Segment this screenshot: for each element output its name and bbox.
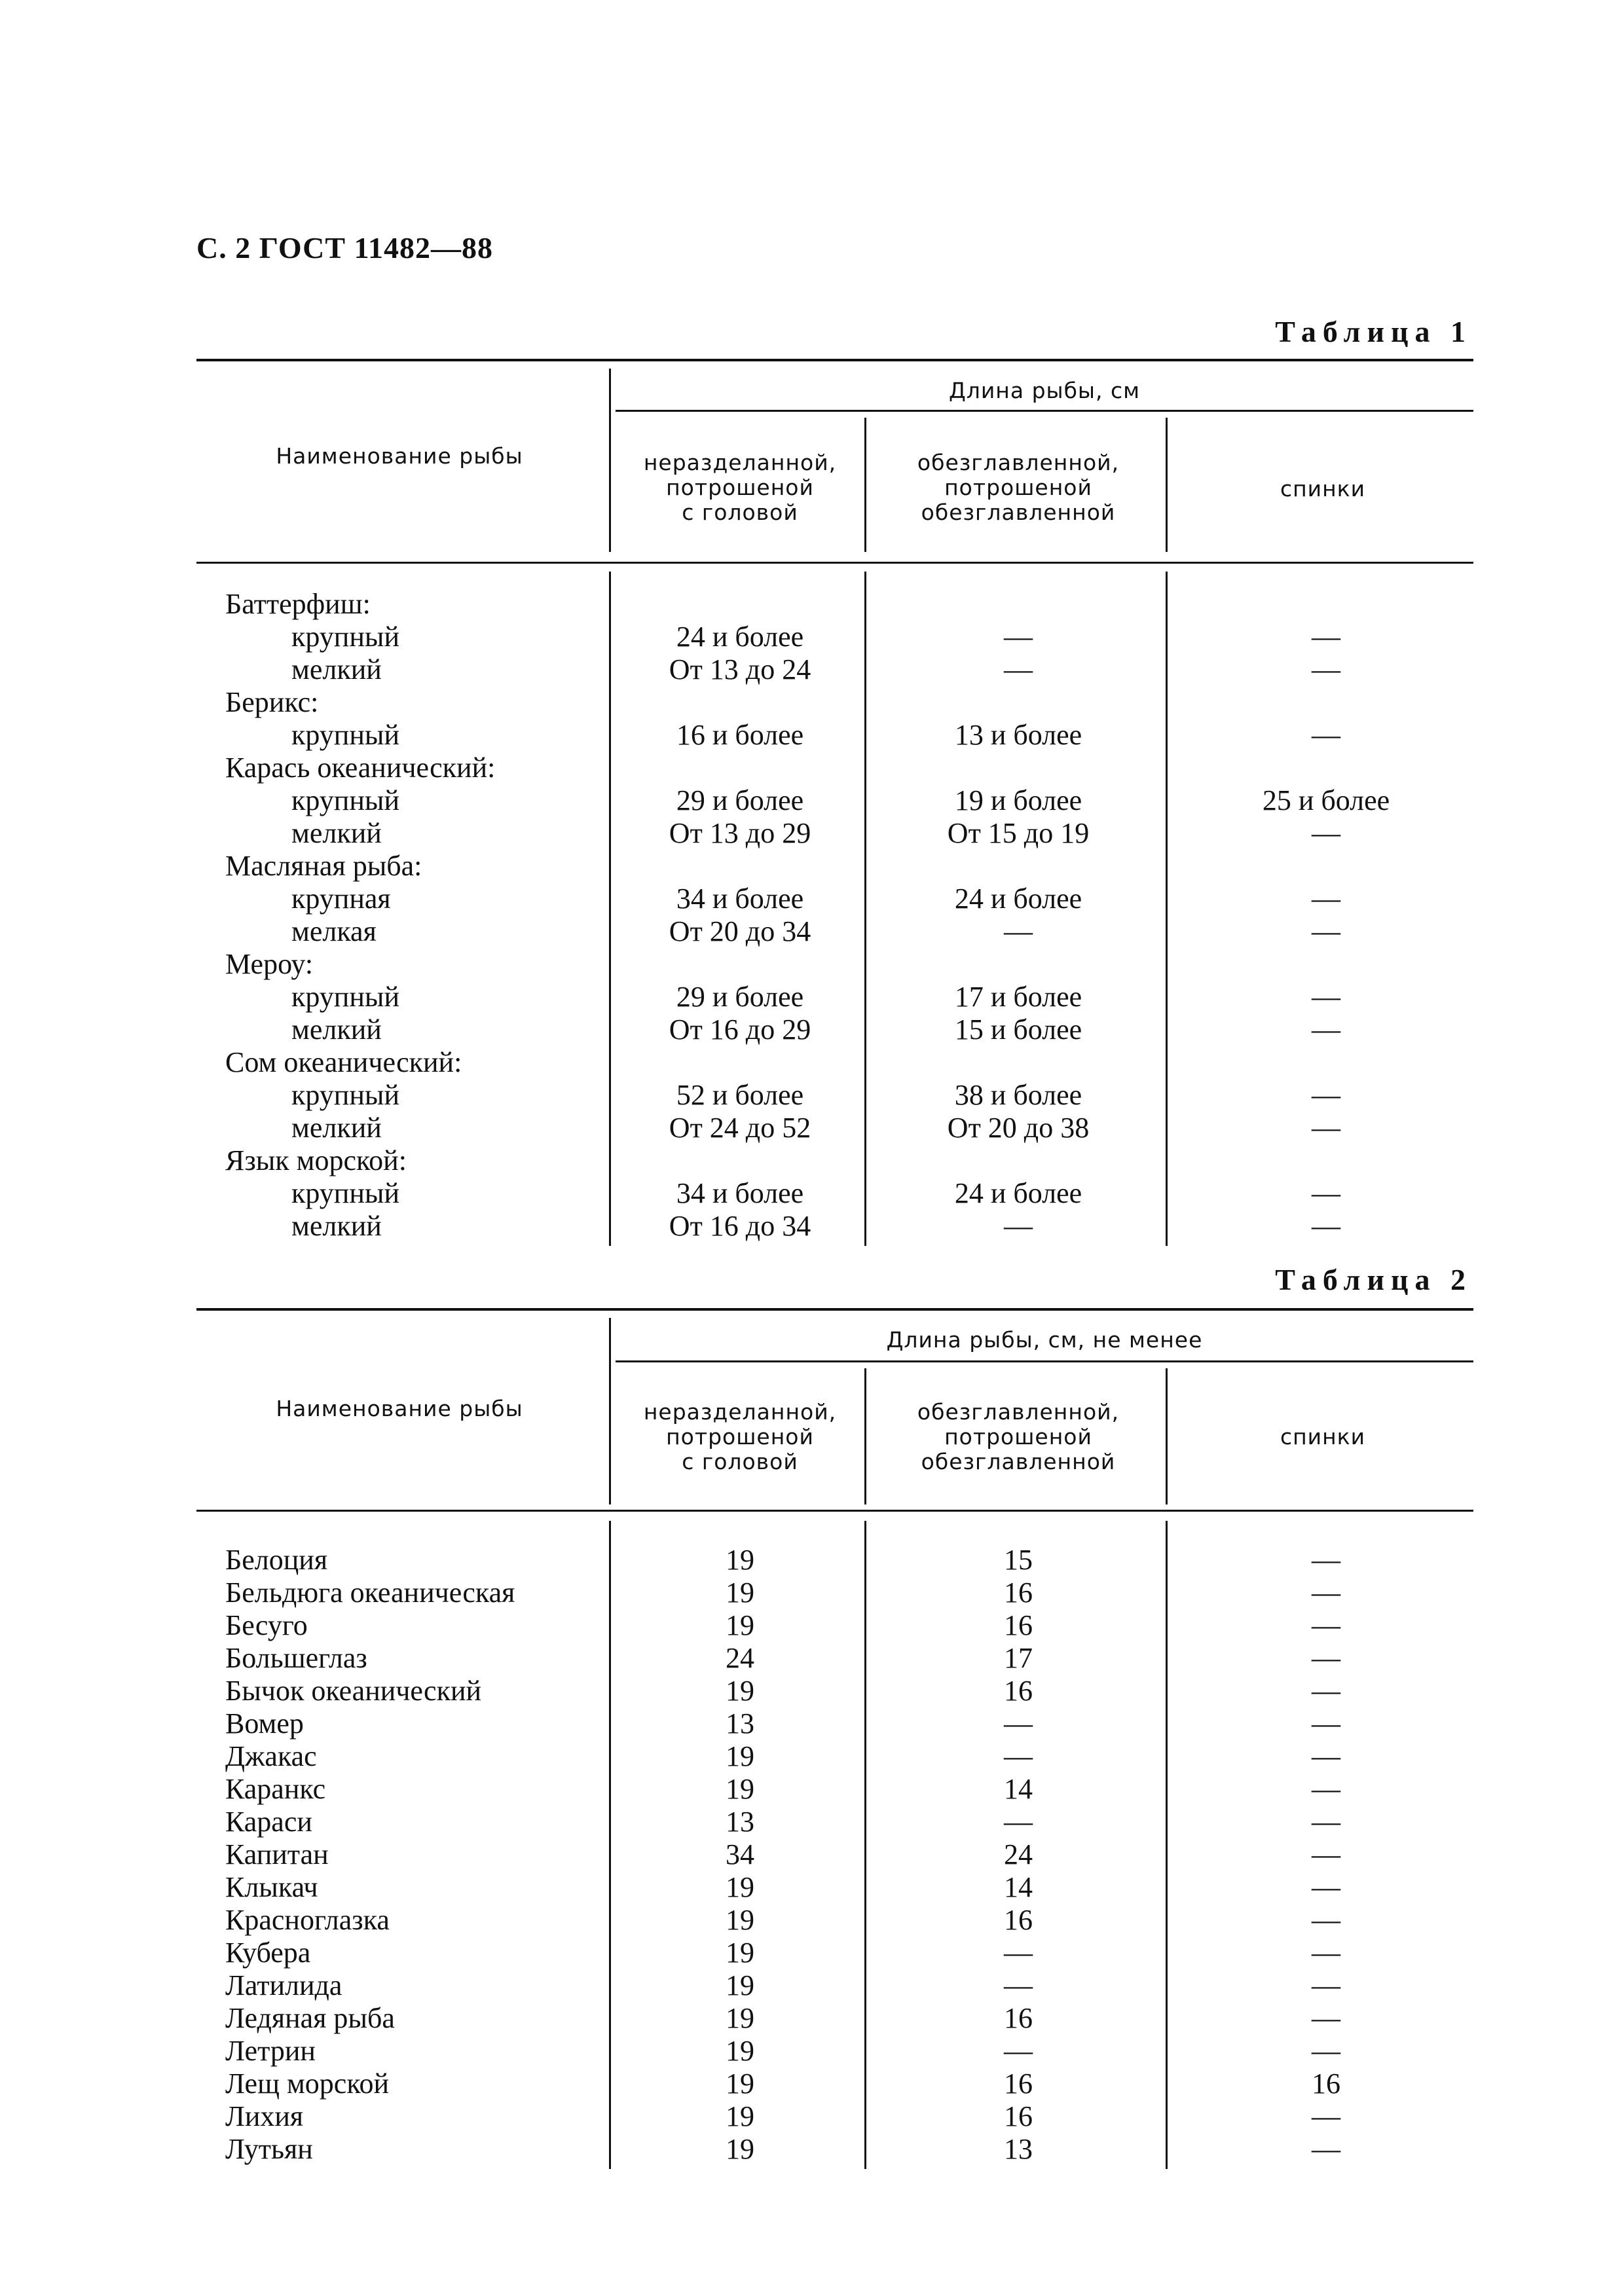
table-row xyxy=(196,1046,1473,1079)
table2-col-name: Наименование рыбы xyxy=(276,1396,523,1421)
cell-headless: — xyxy=(1004,621,1033,653)
table-row xyxy=(196,653,1473,686)
fish-name: мелкий xyxy=(291,1210,382,1242)
cell-backs: — xyxy=(1312,653,1340,685)
cell-whole: 19 xyxy=(726,1937,754,1969)
cell-backs: — xyxy=(1312,1871,1340,1903)
cell-backs: — xyxy=(1312,2133,1340,2165)
cell-whole: 34 xyxy=(726,1838,754,1870)
cell-headless: — xyxy=(1004,1740,1033,1772)
table1-vline-1 xyxy=(609,369,611,552)
cell-whole: 16 и более xyxy=(676,719,804,751)
fish-name: крупный xyxy=(291,981,399,1013)
table-row xyxy=(196,817,1473,850)
fish-name: Берикс: xyxy=(225,686,319,718)
table2-col3-header: спинки xyxy=(1280,1424,1366,1449)
cell-whole: 19 xyxy=(726,1675,754,1707)
cell-whole: 13 xyxy=(726,1806,754,1838)
table-row xyxy=(196,850,1473,883)
cell-headless: — xyxy=(1004,2035,1033,2067)
table-row xyxy=(196,1576,1473,1609)
cell-headless: 24 и более xyxy=(954,883,1082,915)
cell-backs: — xyxy=(1312,915,1340,947)
cell-whole: 19 xyxy=(726,2002,754,2034)
fish-name: Белоция xyxy=(225,1544,328,1576)
table-row xyxy=(196,719,1473,752)
cell-whole: 19 xyxy=(726,1969,754,2001)
cell-whole: 24 и более xyxy=(676,621,804,653)
cell-backs: — xyxy=(1312,817,1340,849)
cell-headless: 13 и более xyxy=(954,719,1082,751)
table1-group-header: Длина рыбы, см xyxy=(948,378,1141,403)
cell-headless: 14 xyxy=(1004,1773,1033,1805)
cell-backs: — xyxy=(1312,1707,1340,1740)
cell-headless: 16 xyxy=(1004,1675,1033,1707)
table-row xyxy=(196,2068,1473,2100)
cell-headless: 19 и более xyxy=(954,784,1082,816)
cell-headless: 15 и более xyxy=(954,1013,1082,1046)
fish-name: крупная xyxy=(291,883,391,915)
fish-name: Масляная рыба: xyxy=(225,850,422,882)
cell-headless: — xyxy=(1004,1707,1033,1740)
table-row xyxy=(196,621,1473,653)
table1-body xyxy=(196,588,1473,1243)
table-row xyxy=(196,1079,1473,1112)
cell-whole: 29 и более xyxy=(676,784,804,816)
fish-name: мелкий xyxy=(291,1112,382,1144)
table-row xyxy=(196,1937,1473,1969)
cell-backs: — xyxy=(1312,1609,1340,1641)
cell-backs: — xyxy=(1312,1112,1340,1144)
table-row xyxy=(196,1707,1473,1740)
table2-group-header: Длина рыбы, см, не менее xyxy=(886,1327,1203,1353)
cell-headless: 13 xyxy=(1004,2133,1033,2165)
cell-headless: — xyxy=(1004,653,1033,685)
table-row xyxy=(196,1544,1473,1576)
cell-backs: — xyxy=(1312,1675,1340,1707)
fish-name: Кубера xyxy=(225,1937,311,1969)
fish-name: Караси xyxy=(225,1806,312,1838)
table-row xyxy=(196,915,1473,948)
table-row xyxy=(196,588,1473,621)
table-row xyxy=(196,1210,1473,1243)
page-header: С. 2 ГОСТ 11482—88 xyxy=(196,231,494,264)
table-row xyxy=(196,2035,1473,2068)
fish-name: Ледяная рыба xyxy=(225,2002,395,2034)
table1-caption: Таблица 1 xyxy=(1275,315,1472,348)
table-row xyxy=(196,1642,1473,1675)
table-row xyxy=(196,2133,1473,2166)
cell-headless: 16 xyxy=(1004,1576,1033,1609)
cell-whole: 19 xyxy=(726,1773,754,1805)
cell-headless: 16 xyxy=(1004,1904,1033,1936)
table-row xyxy=(196,1969,1473,2002)
cell-backs: — xyxy=(1312,1177,1340,1209)
table1-top-rule xyxy=(196,359,1473,361)
table2-body xyxy=(196,1544,1473,2166)
table1-col3-header: спинки xyxy=(1280,476,1366,501)
fish-name: крупный xyxy=(291,784,399,816)
cell-whole: 52 и более xyxy=(676,1079,804,1111)
cell-backs: — xyxy=(1312,2035,1340,2067)
cell-backs: — xyxy=(1312,1969,1340,2001)
cell-backs: — xyxy=(1312,1740,1340,1772)
cell-backs: — xyxy=(1312,1937,1340,1969)
cell-backs: — xyxy=(1312,2100,1340,2132)
cell-headless: 16 xyxy=(1004,1609,1033,1641)
fish-name: Латилида xyxy=(225,1969,342,2001)
cell-backs: — xyxy=(1312,1806,1340,1838)
fish-name: Лихия xyxy=(225,2100,304,2132)
table2 xyxy=(196,1308,1473,2185)
fish-name: Большеглаз xyxy=(225,1642,367,1674)
cell-backs: — xyxy=(1312,621,1340,653)
cell-backs: — xyxy=(1312,1642,1340,1674)
table-row xyxy=(196,1675,1473,1707)
cell-headless: 17 xyxy=(1004,1642,1033,1674)
table-row xyxy=(196,1144,1473,1177)
table-row xyxy=(196,752,1473,784)
fish-name: Каранкс xyxy=(225,1773,326,1805)
table-row xyxy=(196,1806,1473,1838)
table1-col-name: Наименование рыбы xyxy=(276,443,523,469)
fish-name: мелкий xyxy=(291,1013,382,1046)
table-row xyxy=(196,784,1473,817)
cell-headless: 38 и более xyxy=(954,1079,1082,1111)
cell-headless: 16 xyxy=(1004,2068,1033,2100)
cell-headless: 16 xyxy=(1004,2100,1033,2132)
table-row xyxy=(196,948,1473,981)
table2-col2-header: обезглавленной, потрошеной обезглавленной xyxy=(917,1399,1120,1474)
fish-name: Лутьян xyxy=(225,2133,313,2165)
cell-whole: 19 xyxy=(726,1576,754,1609)
table2-col1-header: неразделанной, потрошеной с головой xyxy=(643,1399,837,1474)
cell-whole: 19 xyxy=(726,1871,754,1903)
cell-headless: — xyxy=(1004,915,1033,947)
cell-whole: От 16 до 34 xyxy=(669,1210,811,1242)
table2-header-rule xyxy=(196,1510,1473,1512)
fish-name: мелкий xyxy=(291,817,382,849)
cell-backs: — xyxy=(1312,1210,1340,1242)
fish-name: Бычок океанический xyxy=(225,1675,482,1707)
table-row xyxy=(196,1112,1473,1144)
cell-backs: — xyxy=(1312,1576,1340,1609)
table-row xyxy=(196,1177,1473,1210)
cell-headless: 17 и более xyxy=(954,981,1082,1013)
cell-backs: 16 xyxy=(1312,2068,1340,2100)
table2-group-rule xyxy=(616,1360,1473,1362)
cell-whole: 34 и более xyxy=(676,883,804,915)
cell-headless: 24 xyxy=(1004,1838,1033,1870)
table-row xyxy=(196,1904,1473,1937)
fish-name: мелкая xyxy=(291,915,377,947)
cell-headless: — xyxy=(1004,1806,1033,1838)
table-row xyxy=(196,981,1473,1013)
fish-name: Летрин xyxy=(225,2035,316,2067)
fish-name: Язык морской: xyxy=(225,1144,407,1176)
cell-whole: 19 xyxy=(726,1904,754,1936)
cell-backs: — xyxy=(1312,1904,1340,1936)
table1-vline-3 xyxy=(1166,418,1168,552)
cell-backs: — xyxy=(1312,981,1340,1013)
table2-vline-3 xyxy=(1166,1368,1168,1504)
table-row xyxy=(196,686,1473,719)
table-row xyxy=(196,2100,1473,2133)
cell-headless: 24 и более xyxy=(954,1177,1082,1209)
table-row xyxy=(196,1871,1473,1904)
fish-name: Карась океанический: xyxy=(225,752,496,784)
cell-headless: 15 xyxy=(1004,1544,1033,1576)
cell-whole: От 24 до 52 xyxy=(669,1112,811,1144)
cell-whole: 34 и более xyxy=(676,1177,804,1209)
cell-backs: — xyxy=(1312,1773,1340,1805)
table-row xyxy=(196,883,1473,915)
table-row xyxy=(196,1773,1473,1806)
table1 xyxy=(196,359,1473,1262)
cell-whole: 19 xyxy=(726,1609,754,1641)
fish-name: мелкий xyxy=(291,653,382,685)
fish-name: Капитан xyxy=(225,1838,329,1870)
table-row xyxy=(196,2002,1473,2035)
table1-col2-header: обезглавленной, потрошеной обезглавленной xyxy=(917,450,1120,525)
fish-name: Бесуго xyxy=(225,1609,308,1641)
fish-name: Джакас xyxy=(225,1740,317,1772)
cell-whole: 19 xyxy=(726,2068,754,2100)
cell-whole: От 16 до 29 xyxy=(669,1013,811,1046)
table2-caption: Таблица 2 xyxy=(1275,1263,1472,1296)
cell-backs: — xyxy=(1312,719,1340,751)
fish-name: крупный xyxy=(291,621,399,653)
cell-whole: 13 xyxy=(726,1707,754,1740)
table-row xyxy=(196,1609,1473,1642)
cell-headless: От 20 до 38 xyxy=(947,1112,1090,1144)
cell-headless: От 15 до 19 xyxy=(947,817,1090,849)
table-row xyxy=(196,1838,1473,1871)
cell-whole: 19 xyxy=(726,2100,754,2132)
cell-whole: От 13 до 24 xyxy=(669,653,811,685)
table1-header-rule xyxy=(196,562,1473,564)
cell-whole: 19 xyxy=(726,1740,754,1772)
fish-name: Бельдюга океаническая xyxy=(225,1576,515,1609)
cell-headless: — xyxy=(1004,1210,1033,1242)
cell-whole: 24 xyxy=(726,1642,754,1674)
cell-backs: — xyxy=(1312,2002,1340,2034)
table1-group-rule xyxy=(616,410,1473,412)
cell-backs: — xyxy=(1312,1838,1340,1870)
table1-col1-header: неразделанной, потрошеной с головой xyxy=(643,450,837,525)
table1-vline-2 xyxy=(864,418,866,552)
cell-whole: 19 xyxy=(726,2133,754,2165)
cell-whole: 29 и более xyxy=(676,981,804,1013)
cell-backs: 25 и более xyxy=(1262,784,1390,816)
cell-headless: — xyxy=(1004,1969,1033,2001)
cell-backs: — xyxy=(1312,1544,1340,1576)
cell-headless: — xyxy=(1004,1937,1033,1969)
fish-name: крупный xyxy=(291,719,399,751)
cell-headless: 14 xyxy=(1004,1871,1033,1903)
fish-name: Клыкач xyxy=(225,1871,318,1903)
fish-name: Красноглазка xyxy=(225,1904,390,1936)
fish-name: крупный xyxy=(291,1079,399,1111)
table2-vline-2 xyxy=(864,1368,866,1504)
table2-vline-1 xyxy=(609,1318,611,1504)
fish-name: Сом океанический: xyxy=(225,1046,462,1078)
fish-name: Баттерфиш: xyxy=(225,588,371,620)
cell-whole: От 20 до 34 xyxy=(669,915,811,947)
fish-name: Вомер xyxy=(225,1707,304,1740)
cell-whole: От 13 до 29 xyxy=(669,817,811,849)
cell-backs: — xyxy=(1312,1013,1340,1046)
fish-name: крупный xyxy=(291,1177,399,1209)
cell-whole: 19 xyxy=(726,1544,754,1576)
cell-backs: — xyxy=(1312,883,1340,915)
cell-backs: — xyxy=(1312,1079,1340,1111)
table2-top-rule xyxy=(196,1308,1473,1311)
table-row xyxy=(196,1740,1473,1773)
fish-name: Лещ морской xyxy=(225,2068,390,2100)
cell-headless: 16 xyxy=(1004,2002,1033,2034)
table-row xyxy=(196,1013,1473,1046)
fish-name: Мероу: xyxy=(225,948,314,980)
cell-whole: 19 xyxy=(726,2035,754,2067)
